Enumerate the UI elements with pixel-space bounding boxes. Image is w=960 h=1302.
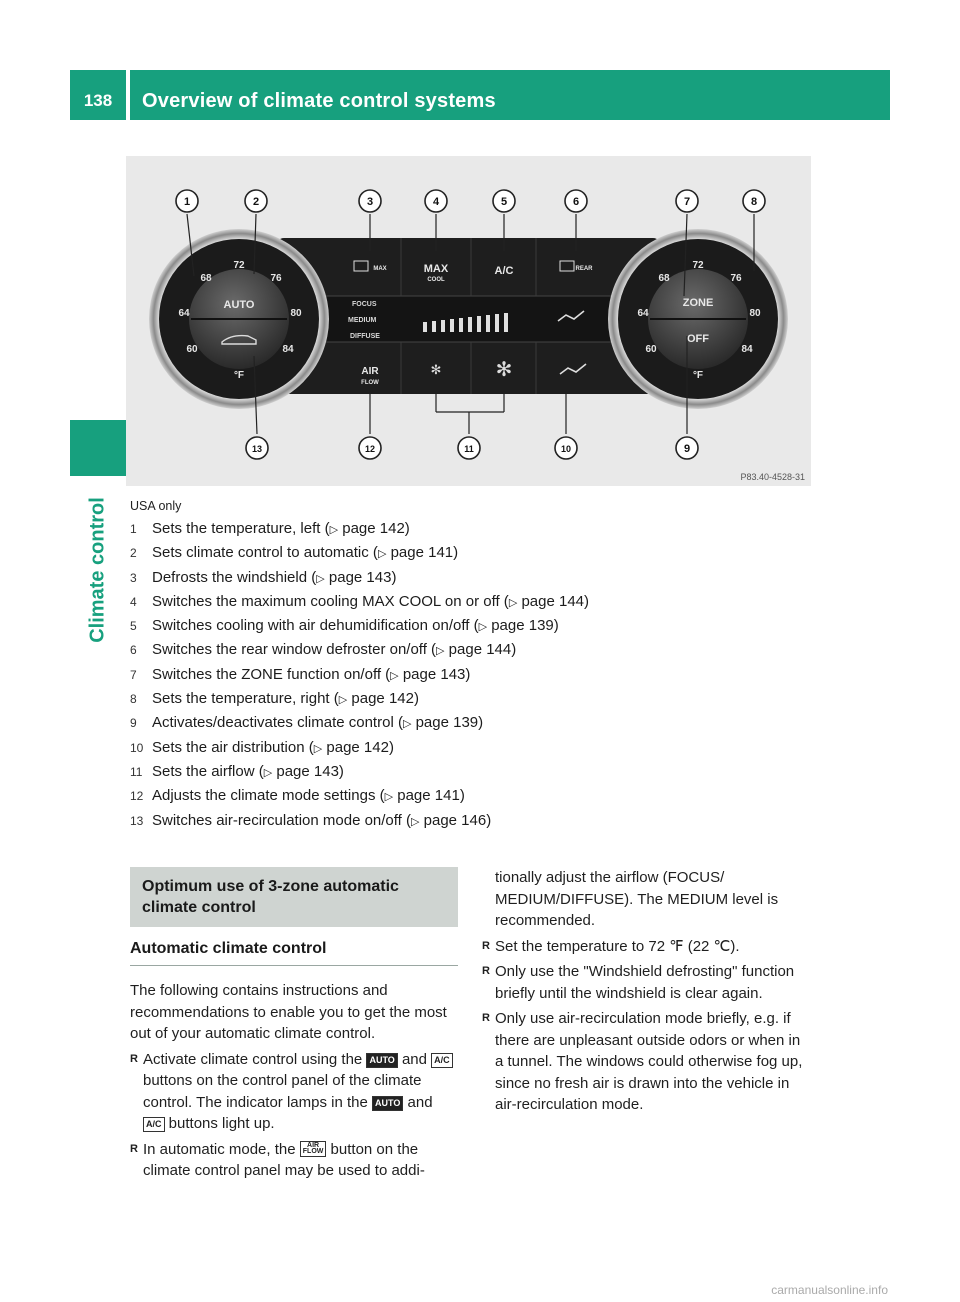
legend-item: 1 Sets the temperature, left (▷ page 142) bbox=[130, 520, 410, 537]
display-medium: MEDIUM bbox=[348, 317, 377, 324]
page-arrow-icon: ▷ bbox=[411, 815, 420, 828]
page-arrow-icon: ▷ bbox=[478, 621, 488, 634]
ac-button: A/C bbox=[494, 265, 514, 277]
callout-8: 8 bbox=[750, 196, 758, 208]
left-temp-80: 80 bbox=[290, 308, 302, 319]
auto-button: AUTO bbox=[223, 299, 255, 311]
climate-panel-figure bbox=[126, 156, 811, 486]
legend-item: 5 Switches cooling with air dehumidification on/off (▷ page 139) bbox=[130, 617, 559, 635]
left-column bbox=[130, 867, 458, 1182]
page-arrow-icon: ▷ bbox=[338, 694, 348, 707]
legend-item: 10 Sets the air distribution (▷ page 142) bbox=[130, 738, 394, 756]
legend-item: 13 Switches air-recirculation mode on/off (▷ page 146) bbox=[130, 811, 492, 829]
display-focus: FOCUS bbox=[352, 301, 377, 308]
bullet-recirculation: R Only use air-recirculation mode briefly, e.g. if there are unpleasant outside odors or when in a tunnel. The windows could otherwise fog up, since no fresh air is drawn into the vehicle in air-recirculation mode. bbox=[482, 1008, 812, 1116]
legend-item: 12 Adjusts the climate mode settings (▷ page 141) bbox=[130, 787, 465, 805]
page-number: 138 bbox=[83, 91, 113, 110]
legend-item: 3 Defrosts the windshield (▷ page 143) bbox=[130, 568, 397, 586]
right-temp-76: 76 bbox=[730, 273, 742, 284]
header-separator bbox=[126, 70, 130, 120]
page-arrow-icon: ▷ bbox=[402, 718, 412, 731]
ac-key-icon: A/C bbox=[431, 1053, 453, 1068]
callout-11: 11 bbox=[464, 444, 474, 454]
callout-10: 10 bbox=[560, 444, 572, 454]
callout-7: 7 bbox=[683, 196, 691, 208]
maxcool-button: MAX bbox=[423, 263, 449, 275]
page-arrow-icon: ▷ bbox=[390, 669, 399, 682]
intro-paragraph: The following contains instructions and recommendations to enable you to get the most out of your automatic climate control. bbox=[130, 982, 447, 1042]
bullet-automatic-mode: R In automatic mode, the AIR FLOW button on the climate control panel may be used to addi- bbox=[130, 1139, 458, 1182]
legend-item: 7 Switches the ZONE function on/off (▷ page 143) bbox=[130, 665, 471, 683]
callout-legend bbox=[130, 517, 810, 833]
watermark: carmanualsonline.info bbox=[771, 1283, 888, 1297]
auto-key-icon: AUTO bbox=[366, 1053, 397, 1068]
bullet-activate: R Activate climate control using the AUTO and A/C buttons on the control panel of the climate control. The indicator lamps in the AUTO and A/C buttons light up. bbox=[130, 1049, 458, 1135]
legend-item: 11 Sets the airflow (▷ page 143) bbox=[130, 762, 344, 780]
svg-text:FLOW: FLOW bbox=[361, 380, 379, 386]
right-temp-72: 72 bbox=[692, 260, 704, 271]
off-button: OFF bbox=[687, 333, 709, 345]
air-flow-key-icon: AIR FLOW bbox=[300, 1141, 327, 1157]
section-heading: Optimum use of 3-zone automatic climate control bbox=[130, 867, 458, 927]
max-defrost-button: MAX bbox=[373, 266, 387, 272]
right-temp-64: 64 bbox=[637, 308, 649, 319]
right-column bbox=[482, 867, 812, 1116]
page-arrow-icon: ▷ bbox=[313, 742, 323, 755]
left-temp-72: 72 bbox=[233, 260, 245, 271]
page-arrow-icon: ▷ bbox=[508, 596, 518, 609]
rear-defrost-button: REAR bbox=[575, 266, 593, 272]
page-arrow-icon: ▷ bbox=[316, 572, 325, 585]
callout-9: 9 bbox=[683, 443, 691, 455]
legend-item: 6 Switches the rear window defroster on/off (▷ page 144) bbox=[130, 641, 517, 659]
zone-button: ZONE bbox=[682, 297, 714, 309]
page-arrow-icon: ▷ bbox=[436, 645, 445, 658]
callout-2: 2 bbox=[252, 196, 260, 208]
bullet-defrost: R Only use the "Windshield defrosting" function briefly until the windshield is clear again. bbox=[482, 961, 812, 1004]
side-tab-block bbox=[70, 420, 126, 476]
callout-13: 13 bbox=[251, 444, 263, 454]
right-unit: °F bbox=[692, 370, 704, 381]
callout-4: 4 bbox=[432, 196, 440, 208]
usa-only-note: USA only bbox=[130, 499, 182, 513]
legend-item: 8 Sets the temperature, right (▷ page 142) bbox=[130, 690, 419, 708]
legend-item: 2 Sets climate control to automatic (▷ page 141) bbox=[130, 544, 459, 562]
callout-3: 3 bbox=[366, 196, 374, 208]
right-temp-60: 60 bbox=[645, 344, 657, 355]
page-arrow-icon: ▷ bbox=[263, 766, 273, 779]
right-temp-84: 84 bbox=[741, 344, 753, 355]
bullet-temperature: R Set the temperature to 72 ℉ (22 ℃). bbox=[482, 936, 812, 958]
left-temp-60: 60 bbox=[186, 344, 198, 355]
callout-5: 5 bbox=[500, 196, 508, 208]
ac-key-icon: A/C bbox=[143, 1117, 165, 1132]
right-temp-80: 80 bbox=[749, 308, 761, 319]
display-diffuse: DIFFUSE bbox=[350, 333, 380, 340]
page-arrow-icon: ▷ bbox=[377, 548, 387, 561]
fan-low-icon: ✻ bbox=[430, 363, 442, 378]
left-temp-76: 76 bbox=[270, 273, 282, 284]
auto-key-icon: AUTO bbox=[372, 1096, 403, 1111]
left-unit: °F bbox=[233, 370, 245, 381]
legend-item: 9 Activates/deactivates climate control (▷ page 139) bbox=[130, 714, 484, 732]
page-arrow-icon: ▷ bbox=[329, 524, 339, 536]
callout-6: 6 bbox=[572, 196, 580, 208]
climate-panel-illustration bbox=[126, 156, 811, 486]
page-arrow-icon: ▷ bbox=[384, 791, 394, 804]
left-temp-84: 84 bbox=[282, 344, 294, 355]
left-temp-64: 64 bbox=[178, 308, 190, 319]
left-temp-68: 68 bbox=[200, 273, 212, 284]
page-title: Overview of climate control systems bbox=[142, 90, 496, 112]
subsection-heading: Automatic climate control bbox=[130, 939, 458, 966]
callout-12: 12 bbox=[364, 444, 376, 454]
side-tab-label: Climate control bbox=[86, 497, 109, 643]
figure-code: P83.40-4528-31 bbox=[740, 472, 805, 482]
svg-text:COOL: COOL bbox=[427, 277, 445, 283]
legend-item: 4 Switches the maximum cooling MAX COOL on or off (▷ page 144) bbox=[130, 592, 590, 610]
air-flow-button: AIR bbox=[361, 366, 379, 377]
fan-high-icon: ✻ bbox=[495, 357, 513, 381]
bullet-continuation: tionally adjust the airflow (FOCUS/ MEDIUM/DIFFUSE). The MEDIUM level is recommended. bbox=[495, 869, 779, 929]
right-temp-68: 68 bbox=[658, 273, 670, 284]
callout-1: 1 bbox=[183, 196, 191, 208]
